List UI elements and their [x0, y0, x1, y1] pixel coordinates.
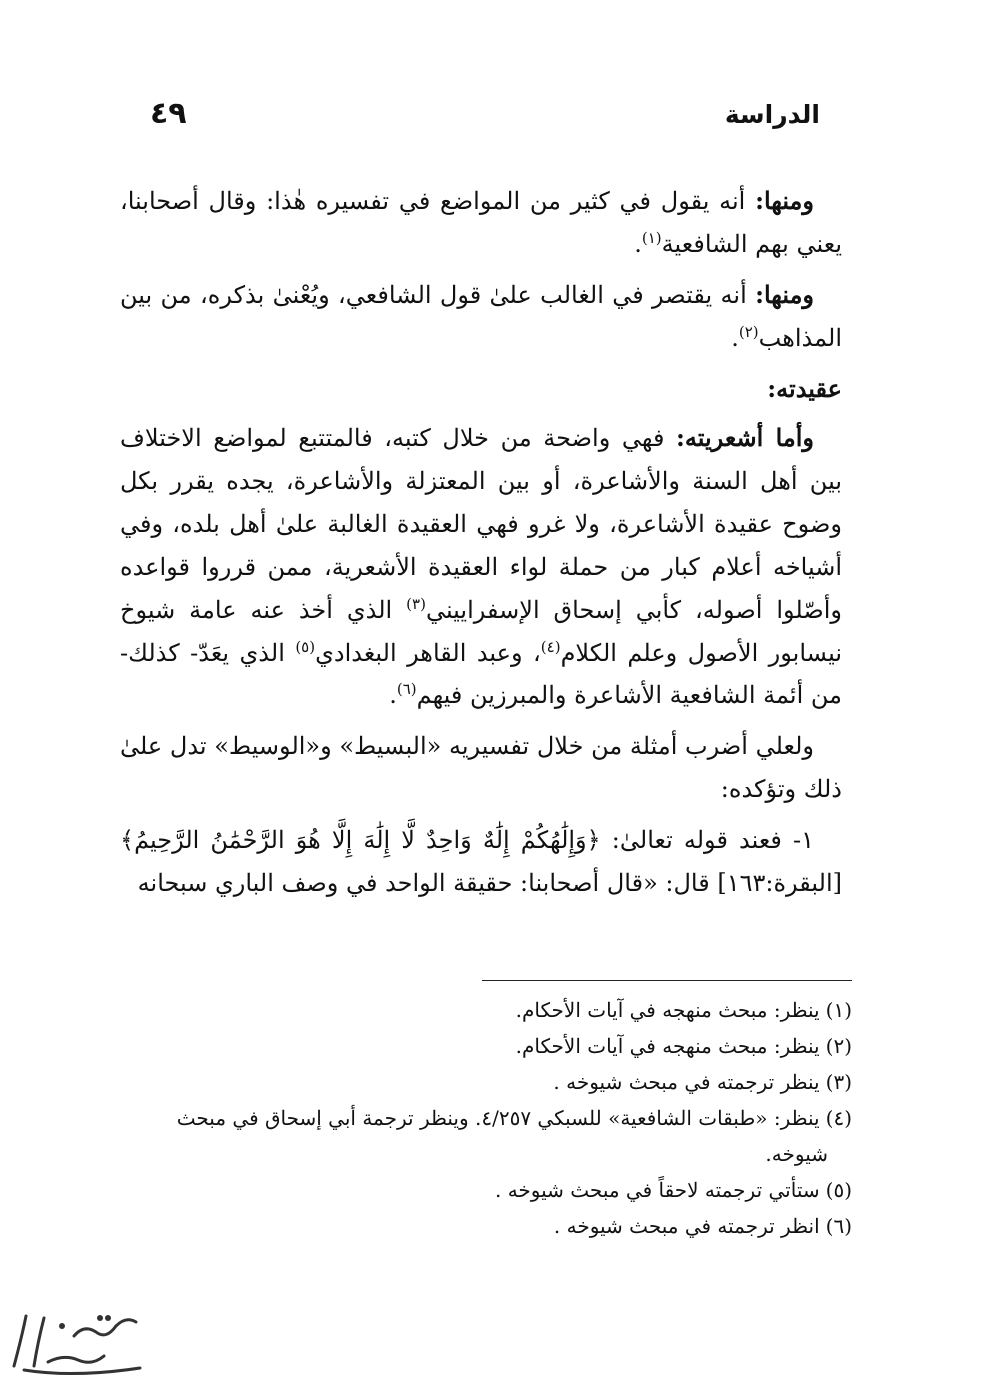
- page-number: ٤٩: [150, 96, 187, 131]
- paragraph-1: [120, 180, 842, 266]
- paragraph-3-text-c: ، وعبد القاهر البغدادي: [315, 638, 541, 667]
- footnote-marker: (٦): [825, 1214, 852, 1238]
- paragraph-3-text-a: فهي واضحة من خلال كتبه، فالمتتبع لمواضع الاختلاف بين أهل السنة والأشاعرة، أو بين المعتزلة والأشاعرة، يجده يقرر بكل وضوح عقيدة الأشاعرة، ولا غرو فهي العقيدة الغالبة علىٰ أهل بلده، وفي أشياخه أعلام كبار من حملة لواء العقيدة الأشعرية، ممن قرروا قواعده وأصّلوا أصوله، كأبي إسحاق الإسفراييني: [120, 423, 842, 624]
- paragraph-3: [120, 417, 842, 718]
- footnote-text: ستأتي ترجمته لاحقاً في مبحث شيوخه .: [494, 1178, 820, 1202]
- footnote-2: [120, 1028, 852, 1064]
- footnote-text-continued: شيوخه.: [765, 1142, 828, 1166]
- footnote-marker: (٥): [825, 1178, 852, 1202]
- footnote-marker: (٤): [825, 1106, 852, 1130]
- footnote-3: [120, 1064, 852, 1100]
- paragraph-1-end: .: [634, 229, 642, 258]
- footnote-5: [120, 1172, 852, 1208]
- footnote-text: ينظر ترجمته في مبحث شيوخه .: [553, 1070, 820, 1094]
- footnote-6: [120, 1208, 852, 1244]
- paragraph-2-lead: ومنها:: [755, 279, 815, 309]
- page-header: [150, 96, 820, 146]
- footnotes: [120, 992, 852, 1244]
- paragraph-3-end: .: [389, 681, 397, 710]
- main-text: [120, 180, 842, 913]
- paragraph-3-lead: وأما أشعريته:: [676, 422, 815, 452]
- paragraph-3-text-d: الذي يعَدّ- كذلك- من أئمة الشافعية الأشاعرة والمبرزين فيهم: [120, 638, 842, 710]
- paragraph-2: [120, 274, 842, 360]
- footnote-marker: (٣): [825, 1070, 852, 1094]
- footnote-ref-4: (٤): [540, 637, 561, 656]
- paragraph-3-text-b: الذي أخذ عنه عامة شيوخ نيسابور الأصول وعلم الكلام: [120, 595, 842, 667]
- footnote-ref-1: (١): [641, 228, 662, 247]
- footnote-ref-2: (٢): [738, 322, 759, 341]
- paragraph-2-text: أنه يقتصر في الغالب علىٰ قول الشافعي، ويُعْنىٰ بذكره، من بين المذاهب: [120, 280, 842, 352]
- paragraph-1-text: أنه يقول في كثير من المواضع في تفسيره هٰذا: وقال أصحابنا، يعني بهم الشافعية: [120, 187, 842, 258]
- footnote-text: ينظر: مبحث منهجه في آيات الأحكام.: [515, 1034, 820, 1058]
- footnote-text: ينظر: «طبقات الشافعية» للسبكي ٤/٢٥٧. وينظر ترجمة أبي إسحاق في مبحث: [176, 1106, 820, 1130]
- section-heading: عقيدته:: [767, 373, 842, 403]
- footnote-ref-6: (٦): [396, 680, 417, 699]
- paragraph-2-end: .: [731, 323, 739, 352]
- footnote-ref-5: (٥): [295, 637, 316, 656]
- footnote-divider: [482, 980, 852, 981]
- footnote-4: [120, 1100, 852, 1172]
- running-title: الدراسة: [724, 100, 820, 129]
- footnote-text: انظر ترجمته في مبحث شيوخه .: [553, 1214, 820, 1238]
- footnote-marker: (٢): [825, 1034, 852, 1058]
- paragraph-4: ولعلي أضرب أمثلة من خلال تفسيريه «البسيط» و«الوسيط» تدل علىٰ ذلك وتؤكده:: [119, 732, 842, 804]
- footnote-marker: (١): [825, 998, 852, 1022]
- footnote-ref-3: (٣): [406, 594, 426, 613]
- publisher-logo: [4, 1296, 154, 1382]
- paragraph-1-lead: ومنها:: [755, 186, 814, 215]
- footnote-1: [120, 992, 852, 1028]
- footnote-text: ينظر: مبحث منهجه في آيات الأحكام.: [515, 998, 820, 1022]
- paragraph-5: ١- فعند قوله تعالىٰ: ﴿وَإِلَٰهُكُمْ إِلَٰهٌ وَاحِدٌ لَّا إِلَٰهَ إِلَّا هُوَ الرَّحْمَٰنُ الرَّحِيمُ﴾ [البقرة:١٦٣] قال: «قال أصحابنا: حقيقة الواحد في وصف الباري سبحانه: [120, 826, 842, 898]
